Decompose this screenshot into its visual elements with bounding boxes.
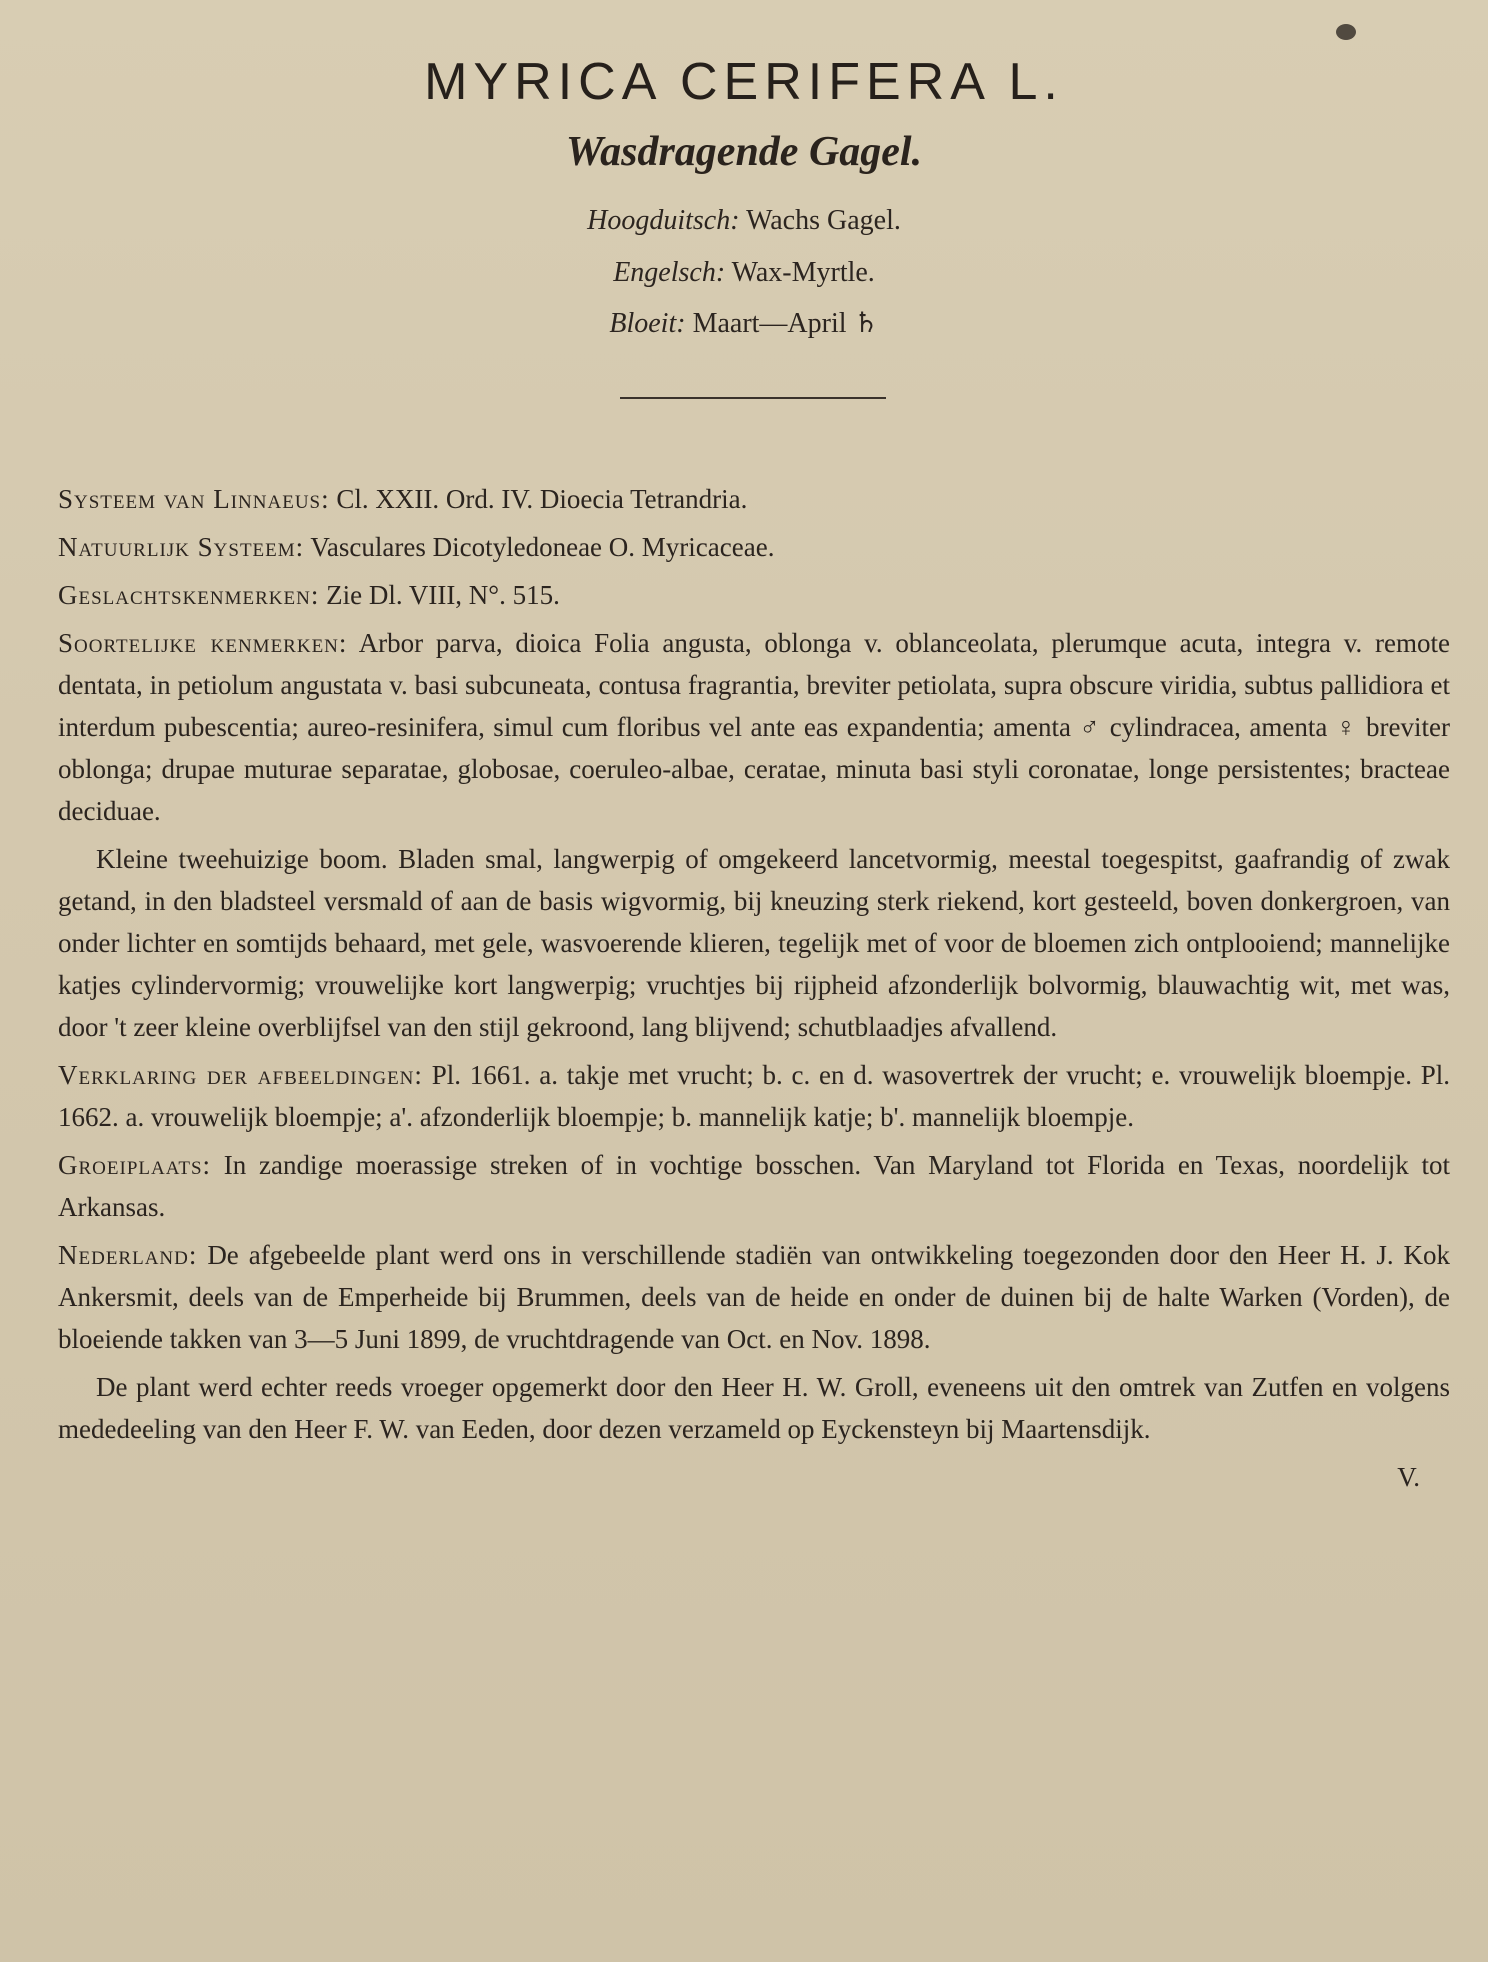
meta-hoogduitsch [0, 205, 1488, 237]
signature: V. [1397, 1462, 1420, 1492]
section-label: Geslachtskenmerken: [58, 580, 320, 610]
plant-note: De plant werd echter reeds vroeger opgemerkt door den Heer H. W. Groll, eveneens uit den omtrek van Zutfen en volgens mededeeling van den Heer F. W. van Eeden, door dezen verzameld op Eyckensteyn bij Maartensdijk. [58, 1372, 1450, 1444]
soortelijke-kenmerken [58, 622, 1450, 832]
meta-engelsch [0, 257, 1488, 289]
meta-value: Wax-Myrtle. [731, 257, 875, 288]
section-label: Nederland: [58, 1240, 198, 1270]
section-text: In zandige moerassige streken of in vochtige bosschen. Van Maryland tot Florida en Texas, noordelijk tot Arkansas. [58, 1150, 1450, 1222]
section-label: Verklaring der afbeeldingen: [58, 1060, 423, 1090]
verklaring-afbeeldingen [58, 1054, 1450, 1138]
meta-label: Hoogduitsch: [587, 205, 740, 236]
section-text: Vasculares Dicotyledoneae O. Myricaceae. [310, 532, 775, 562]
section-text: Arbor parva, dioica Folia angusta, oblonga v. oblanceolata, plerumque acuta, integra v. remote dentata, in petiolum angustata v. basi subcuneata, contusa fragrantia, breviter petiolata, supra obscure viridia, subtus pallidiora et interdum pubescentia; aureo-resinifera, simul cum floribus vel ante eas expandentia; amenta ♂ cylindracea, amenta ♀ breviter oblonga; drupae muturae separatae, globosae, coeruleo-albae, ceratae, minuta basi styli coronatae, longe persistentes; bracteae deciduae. [58, 628, 1450, 826]
systeem-linnaeus [58, 478, 1450, 520]
page-title: MYRICA CERIFERA L. [424, 53, 1064, 111]
divider [620, 397, 886, 399]
geslachtskenmerken [58, 574, 1450, 616]
dutch-description: Kleine tweehuizige boom. Bladen smal, langwerpig of omgekeerd lancetvormig, meestal toegespitst, gaafrandig of zwak getand, in den bladsteel versmald of aan de basis wigvormig, bij kneuzing sterk riekend, kort gesteeld, boven donkergroen, van onder lichter en somtijds behaard, met gele, wasvoerende klieren, tegelijk met of voor de bloemen zich ontplooiend; mannelijke katjes cylindervormig; vrouwelijke kort langwerpig; vruchtjes bij rijpheid afzonderlijk bolvormig, blauwachtig wit, met was, door 't zeer kleine overblijfsel van den stijl gekroond, lang blijvend; schutblaadjes afvallend. [58, 844, 1450, 1042]
section-label: Soortelijke kenmerken: [58, 628, 348, 658]
section-label: Systeem van Linnaeus: [58, 484, 330, 514]
meta-bloeit [0, 306, 1488, 340]
body-text [58, 478, 1450, 1504]
meta-label: Engelsch: [613, 257, 726, 288]
groeiplaats [58, 1144, 1450, 1228]
meta-label: Bloeit: [609, 308, 686, 339]
section-text: De afgebeelde plant werd ons in verschillende stadiën van ontwikkeling toegezonden door den Heer H. J. Kok Ankersmit, deels van de Emperheide bij Brummen, deels van de heide en onder de duinen bij de halte Warken (Vorden), de bloeiende takken van 3—5 Juni 1899, de vruchtdragende van Oct. en Nov. 1898. [58, 1240, 1450, 1354]
nederland [58, 1234, 1450, 1360]
section-label: Groeiplaats: [58, 1150, 212, 1180]
section-text: Cl. XXII. Ord. IV. Dioecia Tetrandria. [336, 484, 748, 514]
section-label: Natuurlijk Systeem: [58, 532, 305, 562]
ink-spot [1336, 24, 1356, 40]
section-text: Zie Dl. VIII, N°. 515. [326, 580, 560, 610]
meta-value: Wachs Gagel. [746, 205, 901, 236]
natuurlijk-systeem [58, 526, 1450, 568]
page-subtitle: Wasdragende Gagel. [565, 129, 923, 175]
meta-value: Maart—April ♄ [692, 308, 879, 339]
section-text: Pl. 1661. a. takje met vrucht; b. c. en d. wasovertrek der vrucht; e. vrouwelijk bloempje. Pl. 1662. a. vrouwelijk bloempje; a'. afzonderlijk bloempje; b. mannelijk katje; b'. mannelijk bloempje. [58, 1060, 1450, 1132]
